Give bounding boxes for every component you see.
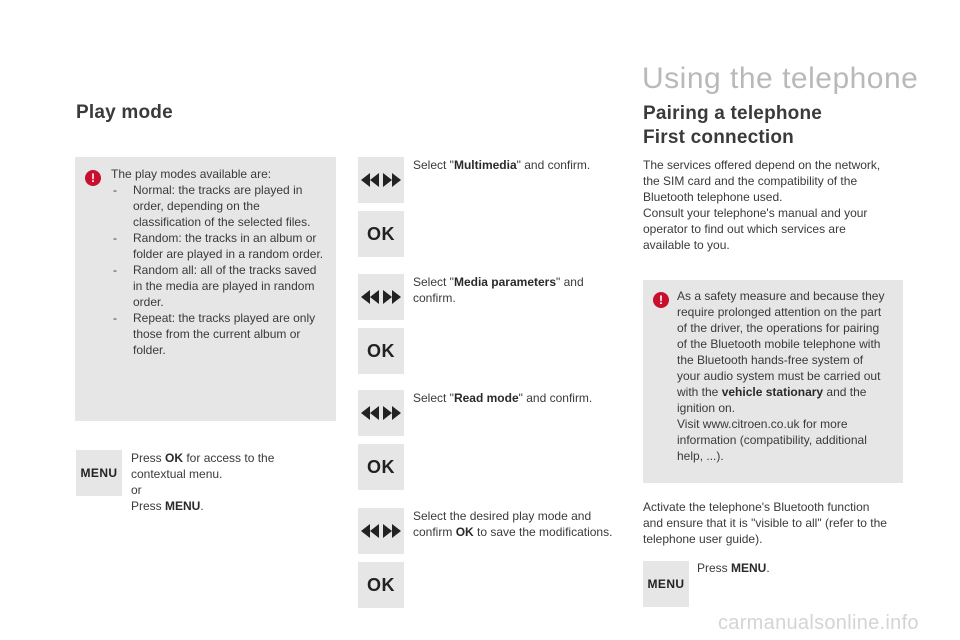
ok-button-label: OK	[367, 340, 395, 361]
menu-button-label: MENU	[647, 577, 685, 591]
menu-button[interactable]	[76, 450, 122, 496]
skip-arrows-button[interactable]	[358, 508, 404, 554]
ok-button-label: OK	[367, 574, 395, 595]
safety-text: As a safety measure and because they require prolonged attention on the part of the driver, the operations for pairing of the Bluetooth mobile telephone with the Bluetooth hands-free system of your audio system must be carried out with the vehicle stationary and the ignition on. Visit www.citroen.co.uk for more information (compatibility, additional help, ...).	[677, 289, 885, 463]
skip-arrows-icon	[361, 290, 401, 304]
ok-button[interactable]	[358, 211, 404, 257]
ok-button-label: OK	[367, 223, 395, 244]
list-item: - Random all: all of the tracks saved in the media are played in random order.	[111, 262, 326, 310]
step-text: Select the desired play mode and confirm OK to save the modifications.	[413, 509, 613, 539]
list-item: - Repeat: the tracks played are only those from the current album or folder.	[111, 310, 326, 358]
section-title: Using the telephone	[642, 62, 919, 95]
pairing-intro: The services offered depend on the network, the SIM card and the compatibility of the Bluetooth telephone used. Consult your telephone's manual and your operator to find out which services are available to you.	[643, 158, 881, 252]
ok-button-label: OK	[367, 456, 395, 477]
skip-arrows-button[interactable]	[358, 157, 404, 203]
skip-arrows-icon	[361, 524, 401, 538]
press-menu-text: Press MENU.	[697, 561, 770, 575]
menu-button-label: MENU	[80, 466, 118, 480]
warning-icon: !	[653, 292, 669, 308]
play-modes-note-box	[75, 157, 336, 421]
watermark: carmanualsonline.info	[718, 612, 919, 634]
skip-arrows-button[interactable]	[358, 390, 404, 436]
ok-button[interactable]	[358, 328, 404, 374]
step-text: Select "Media parameters" and confirm.	[413, 275, 584, 305]
step-text: Select "Multimedia" and confirm.	[413, 158, 591, 172]
warning-icon: !	[85, 170, 101, 186]
activate-bluetooth-text: Activate the telephone's Bluetooth function and ensure that it is "visible to all" (refer to the telephone user guide).	[643, 500, 887, 546]
pairing-title: Pairing a telephone First connection	[643, 103, 823, 148]
play-mode-title: Play mode	[76, 102, 173, 123]
skip-arrows-button[interactable]	[358, 274, 404, 320]
menu-button[interactable]	[643, 561, 689, 607]
skip-arrows-icon	[361, 406, 401, 420]
list-item: - Random: the tracks in an album or folder are played in a random order.	[111, 230, 326, 262]
step-text: Select "Read mode" and confirm.	[413, 391, 593, 405]
ok-button[interactable]	[358, 444, 404, 490]
ok-button[interactable]	[358, 562, 404, 608]
skip-arrows-icon	[361, 173, 401, 187]
safety-note-box	[643, 280, 903, 483]
press-ok-text: Press OK for access to the contextual menu. or Press MENU.	[131, 451, 275, 513]
list-item: - Normal: the tracks are played in order, depending on the classification of the selected files.	[111, 182, 326, 230]
note-intro: The play modes available are:	[111, 167, 272, 181]
